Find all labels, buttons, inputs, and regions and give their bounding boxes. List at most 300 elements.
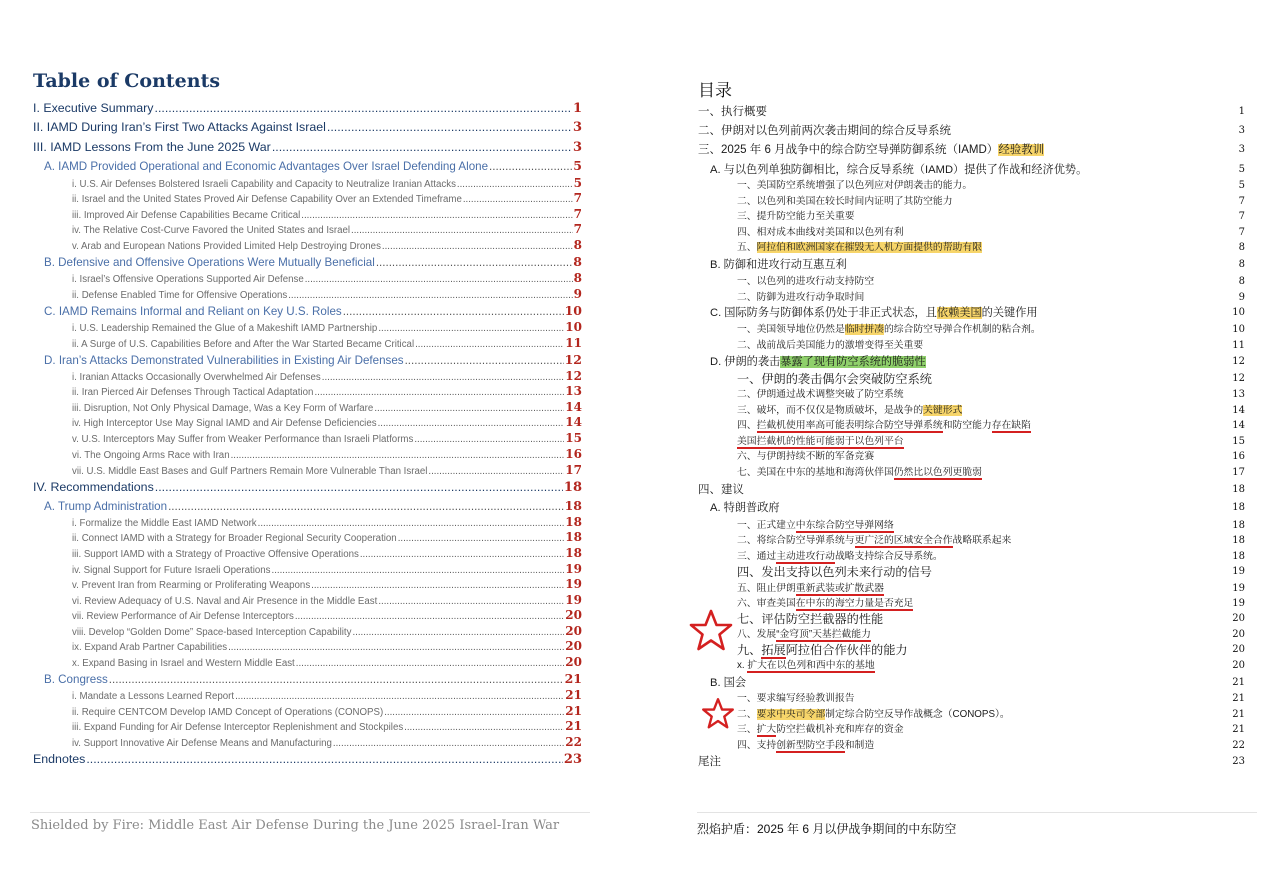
toc-entry-page: 19 xyxy=(565,562,582,576)
toc-entry[interactable] xyxy=(72,222,582,236)
toc-leader-dots xyxy=(288,290,572,301)
toc-entry[interactable] xyxy=(72,704,582,718)
toc-entry-label: v. Arab and European Nations Provided Limited Help Destroying Drones xyxy=(72,241,381,252)
toc-leader-dots xyxy=(378,596,564,607)
chinese-toc-entry-text: 四、发出支持以色列未来行动的信号 xyxy=(737,565,932,579)
toc-entry-label: C. IAMD Remains Informal and Reliant on Key U.S. Roles xyxy=(44,305,342,318)
toc-entry-label: vi. Review Adequacy of U.S. Naval and Air Presence in the Middle East xyxy=(72,596,378,607)
underlined-text: 重新武装或扩散武器 xyxy=(795,583,884,594)
chinese-toc-entry[interactable] xyxy=(737,548,943,562)
chinese-toc-entry[interactable] xyxy=(737,610,883,627)
toc-entry-page: 15 xyxy=(565,431,582,445)
chinese-toc-entry-text: 尾注 xyxy=(698,756,721,768)
chinese-toc-page: 18 xyxy=(1232,551,1245,562)
toc-entry-page: 10 xyxy=(565,320,582,334)
chinese-toc-entry[interactable] xyxy=(710,256,847,272)
chinese-toc-entry[interactable] xyxy=(737,563,932,580)
chinese-toc-entry-text: 战略联系起来 xyxy=(952,535,1012,546)
chinese-toc-entry-text: 五、 xyxy=(737,242,757,253)
toc-entry[interactable] xyxy=(72,431,582,445)
toc-leader-dots xyxy=(352,627,564,638)
toc-entry-label: iii. Improved Air Defense Capabilities Became Critical xyxy=(72,210,301,221)
toc-entry-label: B. Defensive and Offensive Operations Were Mutually Beneficial xyxy=(44,256,375,269)
chinese-toc-entry[interactable] xyxy=(737,177,972,191)
chinese-toc-entry[interactable] xyxy=(737,433,904,447)
toc-entry-label: vii. Review Performance of Air Defense Interceptors xyxy=(72,611,294,622)
chinese-toc-entry[interactable] xyxy=(737,721,904,735)
chinese-toc-entry-text: 五、阻止伊朗 xyxy=(737,583,796,594)
toc-entry[interactable] xyxy=(44,498,582,513)
underlined-text: 综合防空导弹系统 xyxy=(864,420,943,431)
toc-leader-dots xyxy=(228,642,564,653)
toc-entry-label: B. Congress xyxy=(44,673,108,686)
toc-entry-page: 19 xyxy=(565,593,582,607)
chinese-toc-entry-text: 三、 xyxy=(737,724,757,735)
toc-entry-page: 18 xyxy=(565,546,582,560)
toc-entry[interactable] xyxy=(44,303,582,318)
chinese-toc-page: 18 xyxy=(1232,484,1245,495)
toc-entry[interactable] xyxy=(72,320,582,334)
toc-entry-label: i. Iranian Attacks Occasionally Overwhelmed Air Defenses xyxy=(72,372,321,383)
chinese-toc-entry[interactable] xyxy=(710,161,1087,177)
chinese-toc-page: 13 xyxy=(1232,389,1245,400)
chinese-toc-page: 8 xyxy=(1238,259,1245,270)
chinese-toc-page: 22 xyxy=(1232,740,1245,751)
toc-entry-label: v. Prevent Iran from Rearming or Proliferating Weapons xyxy=(72,580,311,591)
highlighted-text: 关键形式 xyxy=(923,405,963,416)
toc-entry[interactable] xyxy=(72,593,582,607)
toc-entry[interactable] xyxy=(33,101,582,116)
chinese-toc-page: 18 xyxy=(1232,520,1245,531)
toc-entry-page: 21 xyxy=(564,671,582,686)
toc-entry[interactable] xyxy=(33,140,582,155)
chinese-toc-entry[interactable] xyxy=(737,626,871,640)
chinese-toc-page: 5 xyxy=(1238,164,1245,175)
chinese-toc-entry-text: 制定综合防空反导作战概念（CONOPS）。 xyxy=(825,709,1010,720)
toc-entry-label: Endnotes xyxy=(33,752,86,766)
toc-entry[interactable] xyxy=(72,719,582,733)
highlighted-text: 依赖美国 xyxy=(936,307,982,319)
underlined-text: 更广泛的区域安全合作 xyxy=(854,535,953,546)
toc-leader-dots xyxy=(272,140,572,154)
chinese-toc-entry-text: 二、战前战后美国能力的激增变得至关重要 xyxy=(737,340,924,351)
toc-entry[interactable] xyxy=(72,546,582,560)
toc-entry-page: 18 xyxy=(563,480,582,495)
toc-entry[interactable] xyxy=(44,352,582,367)
toc-entry[interactable] xyxy=(72,336,582,350)
chinese-toc-page: 19 xyxy=(1232,583,1245,594)
chinese-footer: 烈焰护盾：2025 年 6 月以伊战争期间的中东防空 xyxy=(697,822,957,836)
chinese-toc-entry[interactable] xyxy=(698,122,951,138)
toc-entry[interactable] xyxy=(44,158,582,173)
underlined-text: 拓展 xyxy=(761,643,786,657)
toc-entry-label: ii. A Surge of U.S. Capabilities Before and After the War Started Became Critical xyxy=(72,339,415,350)
toc-entry[interactable] xyxy=(72,384,582,398)
toc-leader-dots xyxy=(314,387,564,398)
chinese-toc-entry[interactable] xyxy=(698,103,767,119)
chinese-toc-entry-text: 一、美国防空系统增强了以色列应对伊朗袭击的能力。 xyxy=(737,180,973,191)
chinese-toc-page: 10 xyxy=(1232,324,1245,335)
chinese-toc-entry-text: 战略支持综合反导系统。 xyxy=(834,551,943,562)
chinese-toc-entry-text: 一、要求编写经验教训报告 xyxy=(737,693,855,704)
toc-entry-page: 18 xyxy=(564,498,582,513)
toc-leader-dots xyxy=(258,518,565,529)
chinese-toc-entry-text: 四、 xyxy=(737,420,757,431)
toc-entry-page: 21 xyxy=(565,704,582,718)
toc-leader-dots xyxy=(382,241,573,252)
toc-leader-dots xyxy=(301,210,572,221)
toc-entry[interactable] xyxy=(72,562,582,576)
toc-entry-label: iv. High Interceptor Use May Signal IAMD and Air Defense Deficiencies xyxy=(72,418,377,429)
chinese-toc-entry-text: B. 国会 xyxy=(710,677,747,689)
underlined-text: 存在缺陷 xyxy=(991,420,1031,431)
toc-entry-page: 12 xyxy=(565,369,582,383)
toc-leader-dots xyxy=(489,160,572,173)
toc-leader-dots xyxy=(374,403,564,414)
chinese-toc-entry[interactable] xyxy=(737,690,855,704)
chinese-toc-entry-text: C. 国际防务与防御体系仍处于非正式状态，且 xyxy=(710,307,937,319)
toc-entry[interactable] xyxy=(72,639,582,653)
chinese-toc-entry-text: B. 防御和进攻行动互惠互利 xyxy=(710,259,847,271)
toc-entry[interactable] xyxy=(72,608,582,622)
underlined-text: 在中东的海空力量是否充足 xyxy=(795,598,914,609)
toc-entry[interactable] xyxy=(72,415,582,429)
highlighted-text: 经验教训 xyxy=(998,144,1045,156)
underlined-text: 仍然比以色列更脆弱 xyxy=(893,467,982,478)
toc-leader-dots xyxy=(295,611,564,622)
toc-entry-page: 11 xyxy=(565,336,582,350)
toc-entry-label: iii. Support IAMD with a Strategy of Proactive Offensive Operations xyxy=(72,549,359,560)
chinese-toc-page: 20 xyxy=(1232,644,1245,655)
chinese-toc-entry[interactable] xyxy=(737,464,982,478)
english-footer: Shielded by Fire: Middle East Air Defense During the June 2025 Israel-Iran War xyxy=(31,818,560,833)
toc-entry-page: 9 xyxy=(573,287,582,301)
toc-entry-label: ii. Connect IAMD with a Strategy for Broader Regional Security Cooperation xyxy=(72,533,397,544)
chinese-toc-entry-text: 一、伊朗的袭击偶尔会突破防空系统 xyxy=(737,372,932,386)
toc-entry-label: i. U.S. Air Defenses Bolstered Israeli Capability and Capacity to Neutralize Iranian Attacks xyxy=(72,179,456,190)
toc-leader-dots xyxy=(296,658,565,669)
toc-entry[interactable] xyxy=(72,577,582,591)
toc-leader-dots xyxy=(398,533,565,544)
toc-entry-label: iv. Signal Support for Future Israeli Operations xyxy=(72,565,271,576)
toc-entry[interactable] xyxy=(72,463,582,477)
chinese-toc-page: 21 xyxy=(1232,709,1245,720)
toc-entry[interactable] xyxy=(72,191,582,205)
toc-entry-page: 20 xyxy=(565,624,582,638)
chinese-toc-entry[interactable] xyxy=(698,753,721,769)
chinese-toc-entry[interactable] xyxy=(737,370,932,387)
chinese-toc-page: 18 xyxy=(1232,535,1245,546)
toc-leader-dots xyxy=(376,256,572,269)
toc-entry[interactable] xyxy=(72,447,582,461)
highlighted-text: 要求中央司令部 xyxy=(756,709,826,720)
chinese-toc-entry-text: D. 伊朗的袭击 xyxy=(710,356,781,368)
toc-entry-label: iii. Expand Funding for Air Defense Interceptor Replenishment and Stockpiles xyxy=(72,722,404,733)
toc-leader-dots xyxy=(351,225,573,236)
toc-leader-dots xyxy=(322,372,565,383)
chinese-toc-entry[interactable] xyxy=(737,386,904,400)
underlined-text: 中东综合防空导弹网络 xyxy=(795,520,894,531)
chinese-toc-entry-text: 九、 xyxy=(737,643,762,657)
chinese-toc-title: 目录 xyxy=(698,81,732,100)
toc-leader-dots xyxy=(415,339,564,350)
chinese-toc-entry[interactable] xyxy=(737,239,982,253)
highlighted-text: 阿拉伯和欧洲国家在摧毁无人机方面提供的帮助有限 xyxy=(756,242,982,253)
toc-entry[interactable] xyxy=(72,271,582,285)
toc-leader-dots xyxy=(86,752,563,766)
star-icon xyxy=(688,608,734,654)
chinese-toc-entry[interactable] xyxy=(737,532,1011,546)
chinese-toc-entry[interactable] xyxy=(737,337,923,351)
chinese-toc-entry[interactable] xyxy=(737,517,894,531)
chinese-toc-entry-text: 的关键作用 xyxy=(981,307,1038,319)
chinese-toc-entry-text: 三、破坏，而不仅仅是物质破坏，是战争的 xyxy=(737,405,924,416)
toc-entry-page: 16 xyxy=(565,447,582,461)
toc-entry[interactable] xyxy=(72,688,582,702)
chinese-toc-page: 19 xyxy=(1232,598,1245,609)
chinese-toc-entry[interactable] xyxy=(737,448,874,462)
chinese-toc-entry[interactable] xyxy=(737,737,874,751)
chinese-toc-entry[interactable] xyxy=(737,402,962,416)
chinese-toc-page: 23 xyxy=(1232,756,1245,767)
chinese-toc-entry-text: 一、以色列的进攻行动支持防空 xyxy=(737,276,875,287)
toc-leader-dots xyxy=(404,722,564,733)
toc-title: Table of Contents xyxy=(33,70,221,92)
toc-entry-page: 12 xyxy=(564,352,582,367)
chinese-toc-entry[interactable] xyxy=(737,193,953,207)
chinese-toc-entry[interactable] xyxy=(737,321,1041,335)
toc-entry[interactable] xyxy=(72,400,582,414)
chinese-toc-page: 11 xyxy=(1232,340,1245,351)
underlined-text: 扩大 xyxy=(756,724,777,735)
chinese-toc-entry-text: 三、提升防空能力至关重要 xyxy=(737,211,855,222)
chinese-toc-page: 16 xyxy=(1232,451,1245,462)
toc-leader-dots xyxy=(457,179,573,190)
chinese-toc-page: 20 xyxy=(1232,660,1245,671)
toc-leader-dots xyxy=(343,305,564,318)
chinese-toc-entry-text: 和防空能力 xyxy=(942,420,992,431)
chinese-toc-entry-text: 一、正式建立 xyxy=(737,520,796,531)
toc-entry-label: x. Expand Basing in Israel and Western Middle East xyxy=(72,658,295,669)
toc-entry[interactable] xyxy=(33,480,582,495)
toc-entry-page: 18 xyxy=(565,530,582,544)
toc-entry-label: ii. Israel and the United States Proved Air Defense Capability Over an Extended Timeframe xyxy=(72,194,462,205)
toc-entry-page: 20 xyxy=(565,639,582,653)
chinese-toc-entry[interactable] xyxy=(698,481,744,497)
underlined-text: “金穹顶”天基拦截能力 xyxy=(776,629,871,640)
toc-leader-dots xyxy=(109,673,564,686)
chinese-toc-page: 19 xyxy=(1232,566,1245,577)
chinese-toc-entry[interactable] xyxy=(737,657,875,671)
toc-leader-dots xyxy=(311,580,564,591)
toc-entry-label: v. U.S. Interceptors May Suffer from Weaker Performance than Israeli Platforms xyxy=(72,434,414,445)
chinese-toc-page: 18 xyxy=(1232,502,1245,513)
chinese-toc-page: 12 xyxy=(1232,356,1245,367)
toc-entry[interactable] xyxy=(72,238,582,252)
chinese-toc-page: 14 xyxy=(1232,420,1245,431)
toc-leader-dots xyxy=(360,549,564,560)
toc-entry-label: i. Formalize the Middle East IAMD Network xyxy=(72,518,257,529)
toc-leader-dots xyxy=(378,418,565,429)
footer-divider xyxy=(30,812,590,813)
chinese-toc-entry[interactable] xyxy=(698,141,1044,157)
toc-entry-label: i. U.S. Leadership Remained the Glue of a Makeshift IAMD Partnership xyxy=(72,323,378,334)
chinese-toc-entry-text: 阿拉伯合作伙伴的能力 xyxy=(785,643,908,657)
chinese-toc-entry-text: 二、以色列和美国在较长时间内证明了其防空能力 xyxy=(737,196,953,207)
chinese-toc-entry-text: 四、支持 xyxy=(737,740,777,751)
chinese-toc-page: 7 xyxy=(1238,227,1245,238)
toc-entry[interactable] xyxy=(72,207,582,221)
toc-entry-page: 18 xyxy=(565,515,582,529)
toc-entry-page: 3 xyxy=(572,120,582,135)
toc-entry[interactable] xyxy=(44,254,582,269)
toc-leader-dots xyxy=(414,434,564,445)
chinese-toc-entry[interactable] xyxy=(737,289,864,303)
chinese-toc-entry[interactable] xyxy=(737,208,855,222)
chinese-toc-entry-text: 二、伊朗通过战术调整突破了防空系统 xyxy=(737,389,904,400)
toc-entry-label: ii. Iran Pierced Air Defenses Through Tactical Adaptation xyxy=(72,387,314,398)
toc-entry-label: IV. Recommendations xyxy=(33,480,154,494)
chinese-toc-entry-text: 六、与伊朗持续不断的军备竞赛 xyxy=(737,451,875,462)
toc-entry-label: vi. The Ongoing Arms Race with Iran xyxy=(72,450,230,461)
chinese-toc-entry[interactable] xyxy=(710,353,926,369)
toc-leader-dots xyxy=(235,691,564,702)
toc-leader-dots xyxy=(378,323,564,334)
chinese-toc-entry[interactable] xyxy=(737,417,1031,431)
chinese-toc-page: 10 xyxy=(1232,307,1245,318)
chinese-toc-page: 5 xyxy=(1238,180,1245,191)
chinese-toc-page: 3 xyxy=(1238,125,1245,136)
toc-entry[interactable] xyxy=(44,671,582,686)
toc-leader-dots xyxy=(155,480,563,494)
chinese-toc-page: 12 xyxy=(1232,373,1245,384)
toc-leader-dots xyxy=(272,565,565,576)
toc-entry-label: A. Trump Administration xyxy=(44,500,168,513)
toc-leader-dots xyxy=(155,101,572,115)
chinese-toc-entry-text: 三、通过 xyxy=(737,551,777,562)
toc-entry[interactable] xyxy=(72,176,582,190)
toc-entry-page: 13 xyxy=(565,384,582,398)
chinese-toc-entry-text: 四、相对成本曲线对美国和以色列有利 xyxy=(737,227,904,238)
chinese-toc-entry-text: 二、伊朗对以色列前两次袭击期间的综合反导系统 xyxy=(698,125,951,137)
toc-entry-page: 17 xyxy=(565,463,582,477)
highlighted-text: 暴露了现有防空系统的脆弱性 xyxy=(780,356,926,368)
toc-leader-dots xyxy=(405,354,564,367)
chinese-toc-page: 21 xyxy=(1232,677,1245,688)
toc-entry-page: 21 xyxy=(565,719,582,733)
chinese-toc-entry-text: 二、将综合防空导弹系统与 xyxy=(737,535,855,546)
toc-entry-label: I. Executive Summary xyxy=(33,101,154,115)
toc-entry-label: A. IAMD Provided Operational and Economic Advantages Over Israel Defending Alone xyxy=(44,160,489,173)
footer-divider xyxy=(697,812,1257,813)
toc-leader-dots xyxy=(333,738,564,749)
toc-entry-page: 14 xyxy=(565,415,582,429)
toc-entry-label: ii. Require CENTCOM Develop IAMD Concept of Operations (CONOPS) xyxy=(72,707,384,718)
toc-entry-label: vii. U.S. Middle East Bases and Gulf Partners Remain More Vulnerable Than Israel xyxy=(72,466,428,477)
chinese-toc-entry[interactable] xyxy=(737,580,884,594)
chinese-toc-page: 8 xyxy=(1238,242,1245,253)
chinese-toc-entry[interactable] xyxy=(710,499,780,515)
toc-entry-page: 7 xyxy=(573,222,582,236)
toc-entry-page: 21 xyxy=(565,688,582,702)
chinese-toc-page: 17 xyxy=(1232,467,1245,478)
toc-entry[interactable] xyxy=(72,735,582,749)
toc-entry-page: 20 xyxy=(565,608,582,622)
toc-leader-dots xyxy=(463,194,573,205)
chinese-toc-page: 15 xyxy=(1232,436,1245,447)
chinese-toc-entry-text: 的综合防空导弹合作机制的粘合剂。 xyxy=(883,324,1041,335)
toc-entry-page: 8 xyxy=(573,238,582,252)
toc-entry[interactable] xyxy=(72,287,582,301)
chinese-toc-page: 21 xyxy=(1232,693,1245,704)
toc-entry-page: 10 xyxy=(564,303,582,318)
chinese-toc-entry-text: 二、防御为进攻行动争取时间 xyxy=(737,292,865,303)
underlined-text: 扩大在以色列和西中东的基地 xyxy=(747,660,875,671)
toc-entry-label: iv. Support Innovative Air Defense Means and Manufacturing xyxy=(72,738,332,749)
chinese-toc-page: 7 xyxy=(1238,211,1245,222)
chinese-toc-entry-text: 三、2025 年 6 月战争中的综合防空导弹防御系统（IAMD） xyxy=(698,144,999,156)
toc-entry-label: ix. Expand Arab Partner Capabilities xyxy=(72,642,228,653)
toc-entry-label: D. Iran’s Attacks Demonstrated Vulnerabilities in Existing Air Defenses xyxy=(44,354,404,367)
chinese-toc-page: 20 xyxy=(1232,613,1245,624)
toc-leader-dots xyxy=(428,466,564,477)
toc-entry-page: 7 xyxy=(573,191,582,205)
underlined-text: 主动进攻行动 xyxy=(776,551,835,562)
toc-entry[interactable] xyxy=(33,120,582,135)
chinese-toc-entry[interactable] xyxy=(710,304,1038,320)
toc-entry[interactable] xyxy=(72,655,582,669)
chinese-toc-entry[interactable] xyxy=(737,595,913,609)
chinese-toc-entry[interactable] xyxy=(737,273,874,287)
chinese-toc-page: 3 xyxy=(1238,144,1245,155)
star-icon xyxy=(701,697,735,731)
chinese-toc-entry[interactable] xyxy=(710,674,746,690)
chinese-toc-entry[interactable] xyxy=(737,706,1010,720)
toc-entry[interactable] xyxy=(72,624,582,638)
chinese-toc-entry-text: 七、美国在中东的基地和海湾伙伴国 xyxy=(737,467,894,478)
toc-entry[interactable] xyxy=(72,515,582,529)
chinese-toc-entry-text: 四、建议 xyxy=(698,484,744,496)
toc-entry-page: 14 xyxy=(565,400,582,414)
chinese-toc-entry-text: 八、发展 xyxy=(737,629,777,640)
chinese-toc-entry-text: 一、美国领导地位仍然是 xyxy=(737,324,845,335)
toc-entry-label: i. Israel’s Offensive Operations Supported Air Defense xyxy=(72,274,304,285)
chinese-toc-entry-text: 七、评估防空拦截器的性能 xyxy=(737,612,884,626)
chinese-toc-entry[interactable] xyxy=(737,641,908,658)
underlined-text: 美国拦截机的性能可能弱于以色列平台 xyxy=(737,436,904,447)
toc-entry-label: i. Mandate a Lessons Learned Report xyxy=(72,691,235,702)
toc-entry-page: 1 xyxy=(572,101,582,116)
chinese-toc-page: 8 xyxy=(1238,276,1245,287)
chinese-toc-page: 14 xyxy=(1232,405,1245,416)
chinese-toc-entry[interactable] xyxy=(737,224,904,238)
toc-entry-page: 22 xyxy=(565,735,582,749)
toc-entry-page: 7 xyxy=(573,207,582,221)
toc-entry-page: 20 xyxy=(565,655,582,669)
chinese-toc-entry-text: x. xyxy=(737,660,748,671)
toc-entry[interactable] xyxy=(33,752,582,767)
chinese-toc-entry-text: A. 特朗普政府 xyxy=(710,502,780,514)
toc-leader-dots xyxy=(305,274,573,285)
toc-entry-page: 8 xyxy=(573,271,582,285)
toc-entry[interactable] xyxy=(72,369,582,383)
toc-entry[interactable] xyxy=(72,530,582,544)
toc-leader-dots xyxy=(231,450,565,461)
highlighted-text: 临时拼凑 xyxy=(844,324,884,335)
chinese-toc-page: 7 xyxy=(1238,196,1245,207)
toc-entry-page: 5 xyxy=(573,176,582,190)
underlined-text: 创新型防空手段 xyxy=(776,740,845,751)
